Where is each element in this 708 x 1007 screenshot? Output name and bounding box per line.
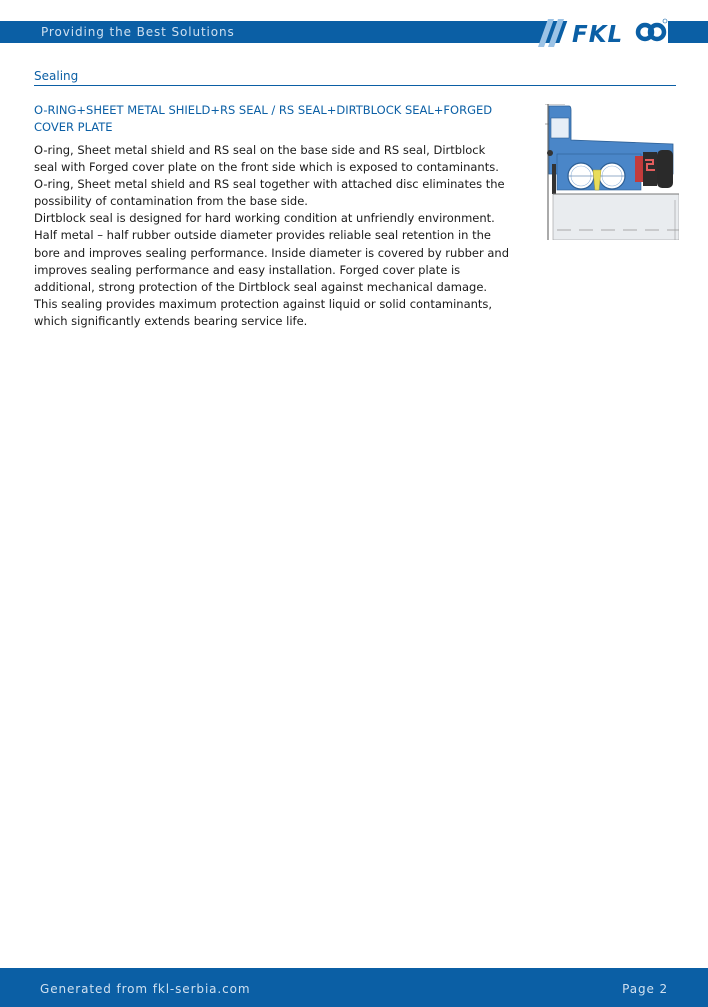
product-description bbox=[34, 142, 512, 330]
description-paragraph: This sealing provides maximum protection against liquid or solid contaminants, which significantly extends bearing service life. bbox=[34, 296, 493, 328]
product-title: O-RING+SHEET METAL SHIELD+RS SEAL / RS SEAL+DIRTBLOCK SEAL+FORGED COVER PLATE bbox=[34, 103, 493, 134]
fkl-logo-icon bbox=[528, 17, 708, 47]
header-tagline: Providing the Best Solutions bbox=[41, 25, 235, 39]
section-title: Sealing bbox=[34, 69, 79, 83]
page-number: Page 2 bbox=[622, 982, 668, 996]
section-divider bbox=[34, 85, 676, 86]
brand-text: FKL bbox=[572, 22, 624, 47]
description-paragraph: Dirtblock seal is designed for hard working condition at unfriendly environment. Half metal – half rubber outside diameter provides reliable seal retention in the bore and improves sealing performance. Inside diameter is covered by rubber and improves sealing performance and easy installation. Forged cover plate is additional, strong protection of the Dirtblock seal against mechanical damage. bbox=[34, 211, 510, 294]
bearing-seal-cross-section-icon bbox=[543, 104, 679, 240]
description-paragraph: O-ring, Sheet metal shield and RS seal together with attached disc eliminates the possibility of contamination from the base side. bbox=[34, 177, 505, 209]
footer-source: Generated from fkl-serbia.com bbox=[40, 982, 251, 996]
description-paragraph: O-ring, Sheet metal shield and RS seal on the base side and RS seal, Dirtblock seal with Forged cover plate on the front side which is exposed to contaminants. bbox=[34, 143, 499, 175]
